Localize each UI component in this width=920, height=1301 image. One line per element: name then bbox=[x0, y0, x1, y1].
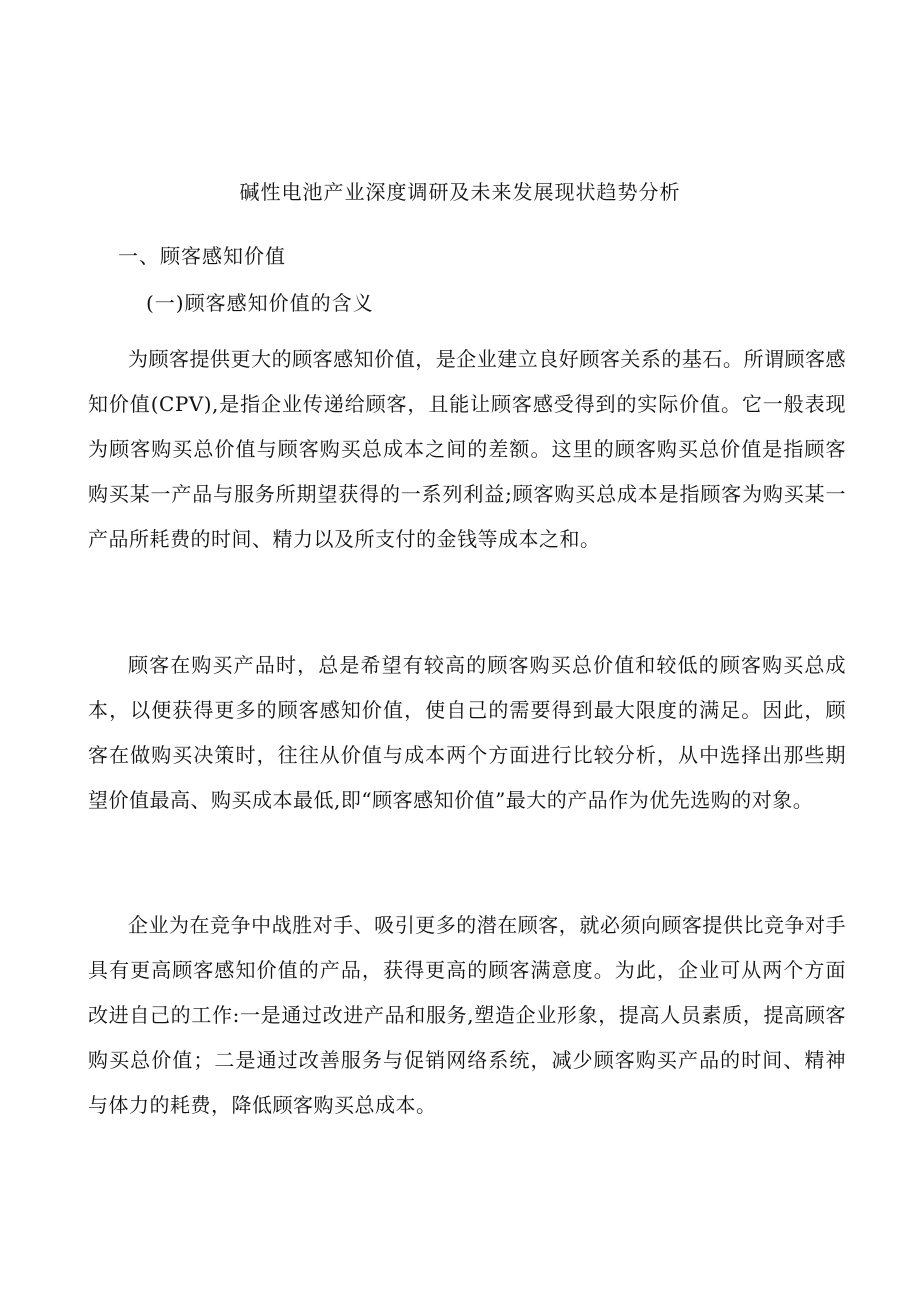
paragraph-block-1 bbox=[88, 337, 846, 562]
paragraph: 顾客在购买产品时，总是希望有较高的顾客购买总价值和较低的顾客购买总成本，以便获得更多的顾客感知价值，使自己的需要得到最大限度的满足。因此，顾客在做购买决策时，往往从价值与成本两个方面进行比较分析，从中选择出那些期望价值最高、购买成本最低,即“顾客感知价值”最大的产品作为优先选购的对象。 bbox=[88, 653, 846, 812]
section-heading: 一、顾客感知价值 bbox=[118, 244, 286, 268]
paragraph: 为顾客提供更大的顾客感知价值，是企业建立良好顾客关系的基石。所谓顾客感知价值(CPV),是指企业传递给顾客，且能让顾客感受得到的实际价值。它一般表现为顾客购买总价值与顾客购买总成本之间的差额。这里的顾客购买总价值是指顾客购买某一产品与服务所期望获得的一系列利益;顾客购买总成本是指顾客为购买某一产品所耗费的时间、精力以及所支付的金钱等成本之和。 bbox=[88, 347, 846, 551]
paragraph: 企业为在竞争中战胜对手、吸引更多的潜在顾客，就必须向顾客提供比竞争对手具有更高顾客感知价值的产品，获得更高的顾客满意度。为此，企业可从两个方面改进自己的工作:一是通过改进产品和服务,塑造企业形象，提高人员素质，提高顾客购买总价值；二是通过改善服务与促销网络系统，减少顾客购买产品的时间、精神与体力的耗费，降低顾客购买总成本。 bbox=[88, 913, 846, 1117]
document-title: 碱性电池产业深度调研及未来发展现状趋势分析 bbox=[239, 180, 681, 204]
paragraph-block-2 bbox=[88, 643, 846, 823]
paragraph-block-3 bbox=[88, 903, 846, 1128]
subsection-heading: (一)顾客感知价值的含义 bbox=[146, 291, 374, 315]
